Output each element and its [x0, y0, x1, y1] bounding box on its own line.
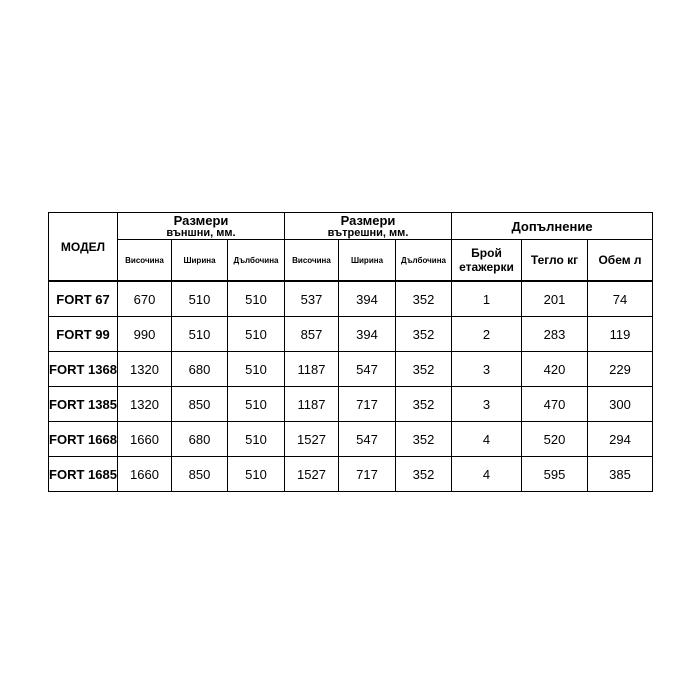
inner-depth-cell: 352: [396, 281, 452, 317]
model-cell: FORT 67: [49, 281, 118, 317]
volume-cell: 74: [588, 281, 653, 317]
volume-cell: 119: [588, 317, 653, 352]
inner-depth-cell: 352: [396, 317, 452, 352]
weight-cell: 420: [522, 352, 588, 387]
outer-dimensions-header: [118, 213, 285, 240]
inner-depth-cell: 352: [396, 457, 452, 492]
outer-height-cell: 990: [118, 317, 172, 352]
model-cell: FORT 1668: [49, 422, 118, 457]
inner-depth-cell: 352: [396, 422, 452, 457]
shelves-cell: 4: [452, 457, 522, 492]
outer-height-cell: 1660: [118, 457, 172, 492]
inner-height-cell: 1527: [285, 457, 339, 492]
model-cell: FORT 1385: [49, 387, 118, 422]
outer-depth-cell: 510: [228, 387, 285, 422]
weight-cell: 520: [522, 422, 588, 457]
inner-height-cell: 1187: [285, 352, 339, 387]
inner-height-cell: 857: [285, 317, 339, 352]
outer-dimensions-title: Размери: [173, 213, 229, 228]
inner-width-cell: 717: [339, 457, 396, 492]
inner-width-cell: 394: [339, 281, 396, 317]
outer-height-cell: 1320: [118, 352, 172, 387]
inner-depth-header: Дълбочина: [396, 240, 452, 282]
volume-cell: 300: [588, 387, 653, 422]
outer-height-cell: 670: [118, 281, 172, 317]
inner-dimensions-header: [285, 213, 452, 240]
weight-cell: 201: [522, 281, 588, 317]
table-row: [49, 317, 653, 352]
model-header: МОДЕЛ: [49, 213, 118, 282]
inner-width-cell: 717: [339, 387, 396, 422]
extra-header: [452, 213, 653, 240]
table-row: [49, 387, 653, 422]
inner-depth-cell: 352: [396, 387, 452, 422]
weight-cell: 283: [522, 317, 588, 352]
shelves-cell: 1: [452, 281, 522, 317]
outer-height-header: Височина: [118, 240, 172, 282]
model-cell: FORT 1685: [49, 457, 118, 492]
outer-width-cell: 510: [172, 281, 228, 317]
outer-height-cell: 1660: [118, 422, 172, 457]
outer-dimensions-subtitle: външни, мм.: [166, 227, 236, 239]
model-cell: FORT 99: [49, 317, 118, 352]
table-row: [49, 281, 653, 317]
shelves-header: Брой етажерки: [452, 240, 522, 282]
spec-table: [48, 212, 653, 492]
outer-depth-cell: 510: [228, 352, 285, 387]
shelves-cell: 2: [452, 317, 522, 352]
model-cell: FORT 1368: [49, 352, 118, 387]
table-row: [49, 352, 653, 387]
shelves-cell: 3: [452, 352, 522, 387]
volume-cell: 294: [588, 422, 653, 457]
inner-width-cell: 547: [339, 352, 396, 387]
outer-width-header: Ширина: [172, 240, 228, 282]
inner-depth-cell: 352: [396, 352, 452, 387]
inner-height-cell: 1527: [285, 422, 339, 457]
volume-cell: 229: [588, 352, 653, 387]
volume-header: Обем л: [588, 240, 653, 282]
inner-dimensions-title: Размери: [340, 213, 396, 228]
table-row: [49, 457, 653, 492]
outer-depth-header: Дълбочина: [228, 240, 285, 282]
extra-title: Допълнение: [511, 218, 593, 234]
outer-width-cell: 680: [172, 352, 228, 387]
shelves-cell: 4: [452, 422, 522, 457]
outer-width-cell: 680: [172, 422, 228, 457]
header-row-2: [49, 240, 653, 282]
outer-width-cell: 850: [172, 387, 228, 422]
outer-height-cell: 1320: [118, 387, 172, 422]
weight-cell: 595: [522, 457, 588, 492]
inner-height-cell: 1187: [285, 387, 339, 422]
weight-cell: 470: [522, 387, 588, 422]
inner-height-cell: 537: [285, 281, 339, 317]
shelves-cell: 3: [452, 387, 522, 422]
table-row: [49, 422, 653, 457]
inner-width-cell: 547: [339, 422, 396, 457]
outer-depth-cell: 510: [228, 457, 285, 492]
volume-cell: 385: [588, 457, 653, 492]
outer-depth-cell: 510: [228, 317, 285, 352]
inner-width-cell: 394: [339, 317, 396, 352]
inner-width-header: Ширина: [339, 240, 396, 282]
header-row-1: [49, 213, 653, 240]
outer-depth-cell: 510: [228, 281, 285, 317]
outer-width-cell: 850: [172, 457, 228, 492]
outer-width-cell: 510: [172, 317, 228, 352]
inner-dimensions-subtitle: вътрешни, мм.: [327, 227, 409, 239]
weight-header: Тегло кг: [522, 240, 588, 282]
outer-depth-cell: 510: [228, 422, 285, 457]
inner-height-header: Височина: [285, 240, 339, 282]
